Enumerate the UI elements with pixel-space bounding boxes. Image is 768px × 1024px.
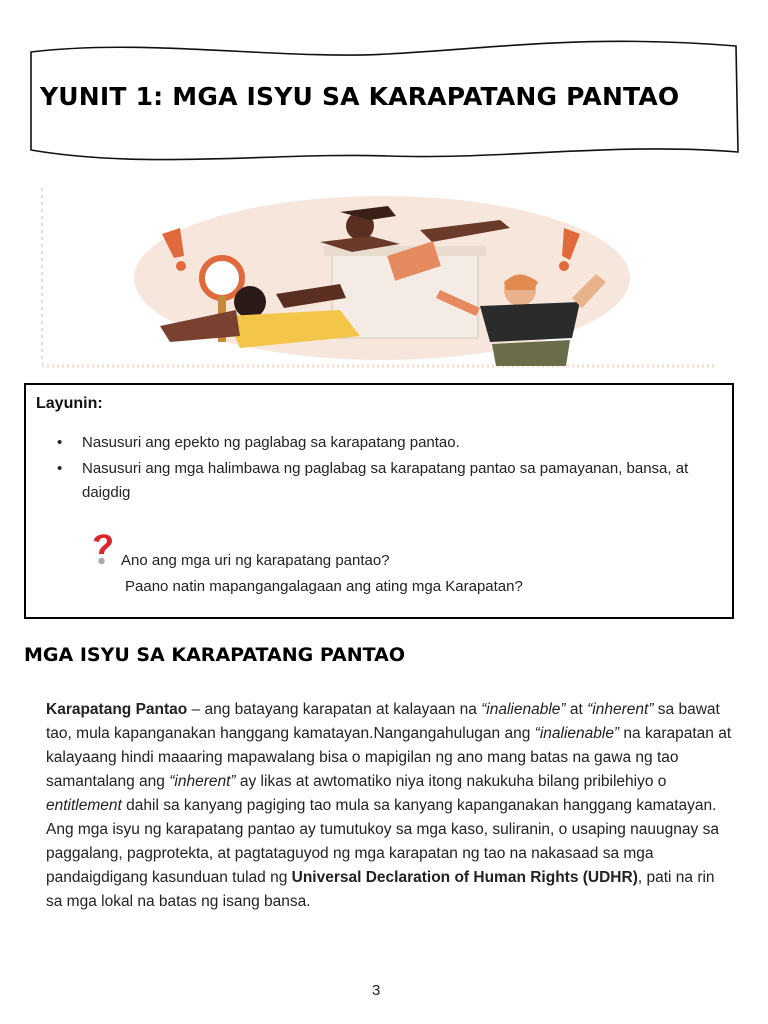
- objective-text: Nasusuri ang mga halimbawa ng paglabag sa karapatang pantao sa pamayanan, bansa, at daigdig: [82, 460, 689, 501]
- definition-paragraph: [46, 698, 732, 914]
- paragraph-text: na karapatan at kalayaang hindi maaaring mapawalang bisa o mapigilan ng ano mang batas na gawa ng tao samantalang ang: [46, 725, 732, 790]
- paragraph-text: sa bawat tao, mula kapanganakan hanggang kamatayan.Nangangahulugan ang: [46, 701, 720, 742]
- section-heading: MGA ISYU SA KARAPATANG PANTAO: [24, 644, 405, 666]
- objective-item: [26, 457, 716, 505]
- objectives-list: [26, 431, 716, 507]
- paragraph-text: – ang batayang karapatan at kalayaan na: [187, 701, 482, 718]
- bullet: •: [57, 434, 63, 451]
- term-italic: entitlement: [46, 797, 122, 814]
- paragraph-text: ay likas at awtomatiko niya itong nakukuha bilang pribilehiyo o: [235, 773, 667, 790]
- human-rights-illustration: [40, 186, 720, 372]
- paragraph-text: at: [565, 701, 588, 718]
- paragraph-text: , pati na rin sa mga lokal na batas ng isang bansa.: [46, 869, 715, 910]
- objectives-heading: Layunin:: [36, 395, 103, 412]
- bullet: •: [57, 460, 63, 477]
- term-italic: “inherent”: [169, 773, 236, 790]
- term-bold: Karapatang Pantao: [46, 701, 188, 718]
- guide-question: Ano ang mga uri ng karapatang pantao?: [121, 552, 390, 569]
- page-number: 3: [372, 982, 381, 999]
- udhr-bold: Universal Declaration of Human Rights (UDHR): [291, 869, 638, 886]
- objectives-box: [24, 383, 734, 619]
- question-mark-icon: [90, 531, 116, 567]
- unit-title: YUNIT 1: MGA ISYU SA KARAPATANG PANTAO: [40, 82, 680, 111]
- term-italic: “inalienable”: [481, 701, 566, 718]
- objective-item: [26, 431, 716, 455]
- term-italic: “inherent”: [587, 701, 654, 718]
- term-italic: “inalienable”: [534, 725, 620, 742]
- objective-text: Nasusuri ang epekto ng paglabag sa karapatang pantao.: [82, 434, 460, 451]
- paragraph-text: dahil sa kanyang pagiging tao mula sa kanyang kapanganakan hanggang kamatayan. Ang mga isyu ng karapatang pantao ay tumutukoy sa mga kaso, suliranin, o usaping nauugnay sa paggalang, pagprotekta, at pagtataguyod ng mga karapatan ng tao na nakasaad sa mga pandaigdigang kasunduan tulad ng: [46, 797, 719, 886]
- guide-question: Paano natin mapangangalagaan ang ating mga Karapatan?: [125, 578, 523, 595]
